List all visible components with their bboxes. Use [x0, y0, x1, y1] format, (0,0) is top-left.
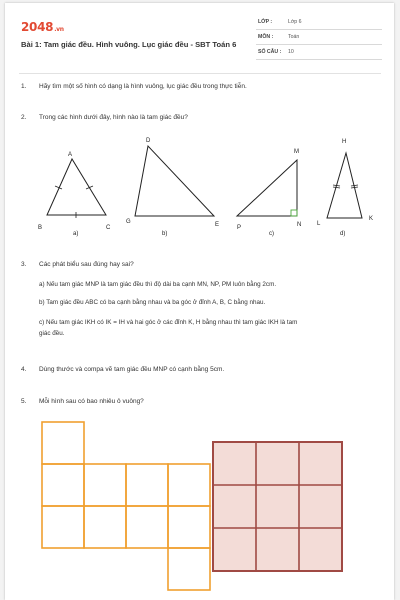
vertex-label: P	[237, 225, 242, 231]
vertex-label: E	[215, 222, 220, 228]
vertex-label: D	[146, 138, 151, 144]
meta-value: Lớp 6	[288, 19, 302, 25]
question-number: 1.	[21, 83, 27, 90]
question-number: 5.	[21, 398, 27, 405]
worksheet-page	[5, 3, 394, 600]
question-number: 3.	[21, 261, 27, 268]
vertex-label: C	[106, 225, 111, 231]
meta-label: SỐ CÂU :	[258, 49, 282, 55]
question-number: 2.	[21, 114, 27, 121]
vertex-label: H	[342, 139, 347, 145]
q2-figures	[5, 128, 394, 243]
header-divider	[19, 73, 381, 74]
vertex-label: N	[297, 222, 302, 228]
question-text: Hãy tìm một số hình có dạng là hình vuông, lục giác đều trong thực tiễn.	[39, 83, 247, 90]
question-text: Dùng thước và compa vẽ tam giác đều MNP có cạnh bằng 5cm.	[39, 366, 225, 373]
meta-row-question-count	[256, 47, 382, 60]
figure-d	[317, 139, 373, 237]
statement-c-line: giác đều.	[39, 330, 65, 337]
statement-a: a) Nếu tam giác MNP là tam giác đều thì độ dài ba cạnh MN, NP, PM luôn bằng 2cm.	[39, 281, 277, 288]
figure-c	[237, 149, 301, 237]
figure-a	[38, 152, 111, 237]
q5-figures	[5, 413, 394, 600]
vertex-label: L	[317, 221, 321, 227]
figure-caption: a)	[73, 231, 79, 237]
figure-orange-squares	[42, 422, 210, 590]
statement-b: b) Tam giác đều ABC có ba cạnh bằng nhau và ba góc ở đỉnh A, B, C bằng nhau.	[39, 299, 266, 306]
question-text: Trong các hình dưới đây, hình nào là tam giác đều?	[39, 114, 188, 121]
vertex-label: G	[126, 219, 131, 225]
site-logo[interactable]	[21, 20, 64, 34]
worksheet-title: Bài 1: Tam giác đều. Hình vuông. Lục giác đều - SBT Toán 6	[21, 40, 237, 49]
logo-suffix: .vn	[54, 26, 64, 33]
figure-caption: d)	[340, 231, 346, 237]
figure-caption: c)	[269, 231, 274, 237]
meta-row-class	[256, 17, 382, 30]
meta-label: LỚP :	[258, 19, 273, 25]
vertex-label: M	[294, 149, 299, 155]
figure-b	[126, 138, 219, 237]
question-number: 4.	[21, 366, 27, 373]
question-text: Mỗi hình sau có bao nhiêu ô vuông?	[39, 398, 144, 405]
figure-grid-squares	[213, 442, 342, 571]
meta-value: Toán	[288, 34, 300, 40]
statement-c	[39, 317, 297, 339]
logo-text: 2048	[21, 20, 54, 34]
meta-row-subject	[256, 32, 382, 45]
vertex-label: K	[369, 216, 374, 222]
meta-value: 10	[288, 49, 294, 55]
vertex-label: B	[38, 225, 43, 231]
figure-caption: b)	[162, 231, 168, 237]
question-text: Các phát biểu sau đúng hay sai?	[39, 261, 134, 268]
vertex-label: A	[68, 152, 73, 158]
statement-c-line: c) Nếu tam giác IKH có IK = IH và hai góc ở các đỉnh K, H bằng nhau thì tam giác IKH là tam	[39, 319, 298, 326]
meta-label: MÔN :	[258, 34, 274, 40]
